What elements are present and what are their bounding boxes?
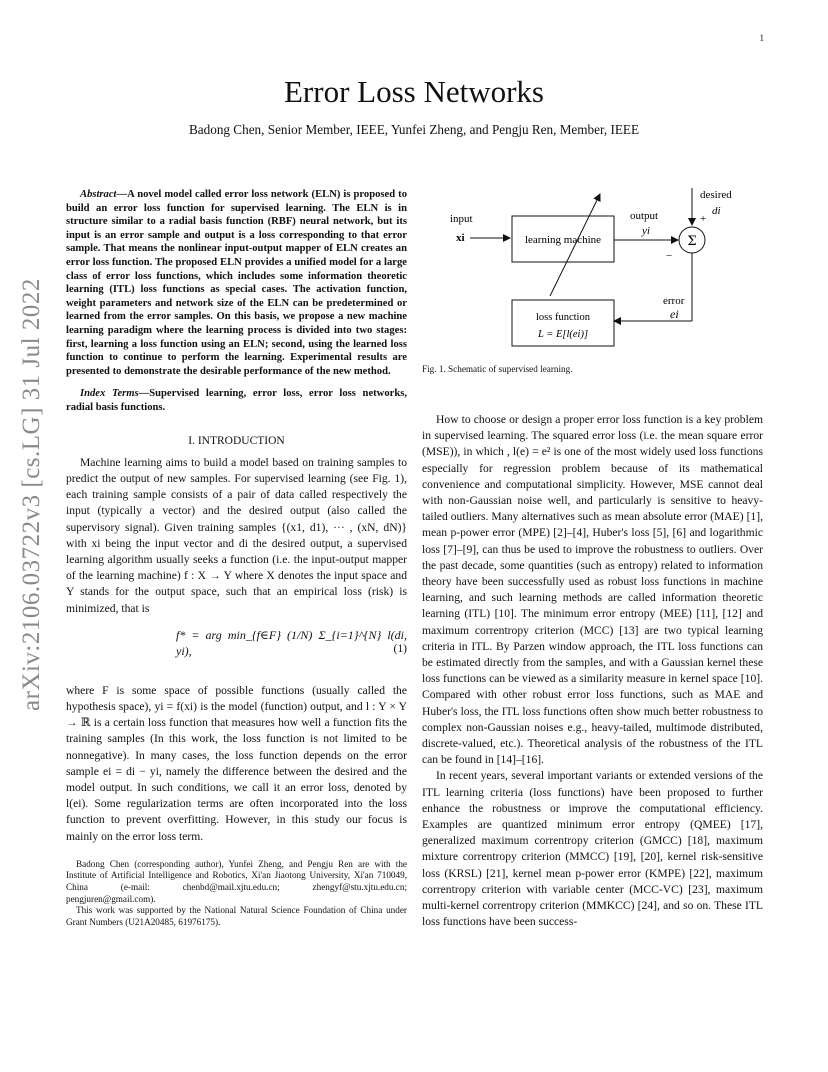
- abstract-text: —A novel model called error loss network (ELN) is proposed to build an error loss function for supervised learning. The ELN is in structure similar to a radial basis function (RBF) neural network, but its input is an error sample and output is a loss corresponding to that error sample. That means the nonlinear input-output mapper of ELN creates an error loss function. The proposed ELN provides a unified model for a large class of error loss functions, which includes some information theoretic learning (ITL) loss functions as special cases. The activation function, weight parameters and network size of the ELN can be predetermined or learned from the error samples. On this basis, we propose a new machine learning paradigm where the learning process is divided into two stages: first, learning a loss function using an ELN; second, using the learned loss function to continue to perform the learning. Experimental results are presented to demonstrate the desirable performance of the new method.: [66, 189, 407, 377]
- fig-input-var: xi: [456, 232, 465, 244]
- left-column: [66, 188, 407, 928]
- paragraph-3: How to choose or design a proper error loss function is a key problem in supervised learning. The squared error loss (i.e. the mean square error (MSE)), in which , l(e) = e² is one of the most widely used loss functions especially for regression problem because of its mathematical convenience and computational simplicity. However, MSE cannot deal with non-Gaussian noise well, and particularly is sensitive to heavy-tailed outliers. Many alternatives such as mean absolute error (MAE) [1], mean p-power error (MPE) [2]–[4], Huber's loss [5], [6] and logarithmic loss [7]–[9], can thus be used to improve the robustness to outliers. Over the past decade, some quantities (such as entropy) related to information theory have been successfully used as robust loss functions in machine learning, and such learning methods are called information theoretic learning (ITL) [10]. The minimum error entropy (MEE) [11], [12] and maximum correntropy criterion (MCC) [13] are two typical learning criteria in ITL. By Parzen window approach, the ITL loss functions can be estimated directly from the samples, and with a Gaussian kernel these loss functions can be viewed as a similarity measure in kernel space [10]. Compared with other robust error loss functions, such as MAE and Huber's loss, the ITL loss functions often show much better robustness to complex non-Gaussian noises e.g., heavy-tailed, multimode distributed, discrete-valued, etc.). Theoretical analysis of the robustness of the ITL can be found in [14]–[16].: [422, 413, 763, 767]
- index-terms-label: Index Terms: [80, 388, 139, 400]
- abstract-label: Abstract: [80, 189, 117, 200]
- footnote-funding: This work was supported by the National Natural Science Foundation of China under Grant Numbers (U21A20485, 61976175).: [66, 905, 407, 927]
- fig-output-var: yi: [642, 225, 650, 237]
- footnote-affiliation: Badong Chen (corresponding author), Yunfei Zheng, and Pengju Ren are with the Institute of Artificial Intelligence and Robotics, Xi'an Jiaotong University, Xi'an 710049, China (e-mail: chenbd@mail.xjtu.edu.cn; zhengyf@stu.xjtu.edu.cn; pengjuren@gmail.com).: [66, 858, 407, 904]
- right-column: [422, 412, 763, 931]
- fig-plus: +: [700, 213, 707, 225]
- abstract: [66, 188, 407, 378]
- equation-1: [66, 621, 407, 679]
- equation-number: (1): [393, 641, 407, 655]
- fig-loss-formula: L = E[l(ei)]: [537, 329, 589, 340]
- fig-minus: −: [666, 250, 673, 262]
- page-number: 1: [759, 33, 764, 43]
- fig-machine-label: learning machine: [524, 234, 602, 246]
- fig-error-label: error: [663, 295, 685, 307]
- paper-title: Error Loss Networks: [283, 74, 544, 109]
- fig-desired-label: desired: [700, 189, 732, 201]
- index-terms-text: —Supervised learning, error loss, error loss networks, radial basis functions.: [66, 388, 407, 413]
- footnotes: [66, 859, 407, 929]
- fig-sum-symbol: Σ: [687, 234, 697, 249]
- index-terms: [66, 387, 407, 414]
- figure-1-diagram: [430, 184, 770, 374]
- fig-error-var: ei: [670, 307, 679, 321]
- fig-loss-label: loss function: [536, 312, 590, 323]
- equation-text: f* = arg min_{f∈F} (1/N) Σ_{i=1}^{N} l(di, yi),: [176, 627, 407, 658]
- fig-input-label: input: [450, 213, 473, 225]
- arxiv-stamp[interactable]: arXiv:2106.03722v3 [cs.LG] 31 Jul 2022: [18, 278, 45, 711]
- fig-desired-var: di: [712, 205, 721, 217]
- fig-output-label: output: [630, 210, 659, 222]
- author-line: Badong Chen, Senior Member, IEEE, Yunfei Zheng, and Pengju Ren, Member, IEEE: [188, 122, 640, 137]
- figure-caption: Fig. 1. Schematic of supervised learning.: [422, 364, 573, 374]
- paragraph-2: where F is some space of possible functions (usually called the hypothesis space), yi = f(xi) is the model (function) output, and l : Y × Y → ℝ is a certain loss function that measures how well a function fits the training samples (In this work, the loss function is not limited to be nonnegative). In many cases, the loss function depends on the error sample ei = di − yi, namely the difference between the desired and the model output. In such conditions, we call it an error loss, denoted by l(ei). Some regularization terms are often incorporated into the loss function to prevent overfitting. However, in this study our focus is mainly on the error loss term.: [66, 683, 407, 843]
- paragraph-4: In recent years, several important variants or extended versions of the ITL learning criteria (loss functions) have been proposed to further enhance the robustness or improve the computational efficiency. Examples are quantized minimum error entropy (QMEE) [17], generalized maximum correntropy criterion (GMCC) [18], maximum mixture correntropy criterion (MMCC) [19], [20], kernel risk-sensitive loss (KRSL) [21], kernel mean p-power error (KMPE) [22], maximum correntropy criterion with variable center (MCC-VC) [23], maximum multi-kernel correntropy criterion (MMKCC) [24], and so on. These ITL loss functions have been success-: [422, 769, 763, 929]
- section-heading: I. INTRODUCTION: [188, 434, 285, 447]
- paragraph-1: Machine learning aims to build a model based on training samples to predict the output of new samples. For supervised learning (see Fig. 1), each training sample consists of a pair of data called respectively the input (typically a vector) and the desired output (also called the supervisory signal). Given training samples {(x1, d1), ··· , (xN, dN)} with xi being the input vector and di the desired output, a supervised learning algorithm usually seeks a function (i.e. the input-output mapper of the learning machine) f : X → Y where X denotes the input space and Y stands for the output space, such that an empirical loss (risk) is minimized, that is: [66, 455, 407, 615]
